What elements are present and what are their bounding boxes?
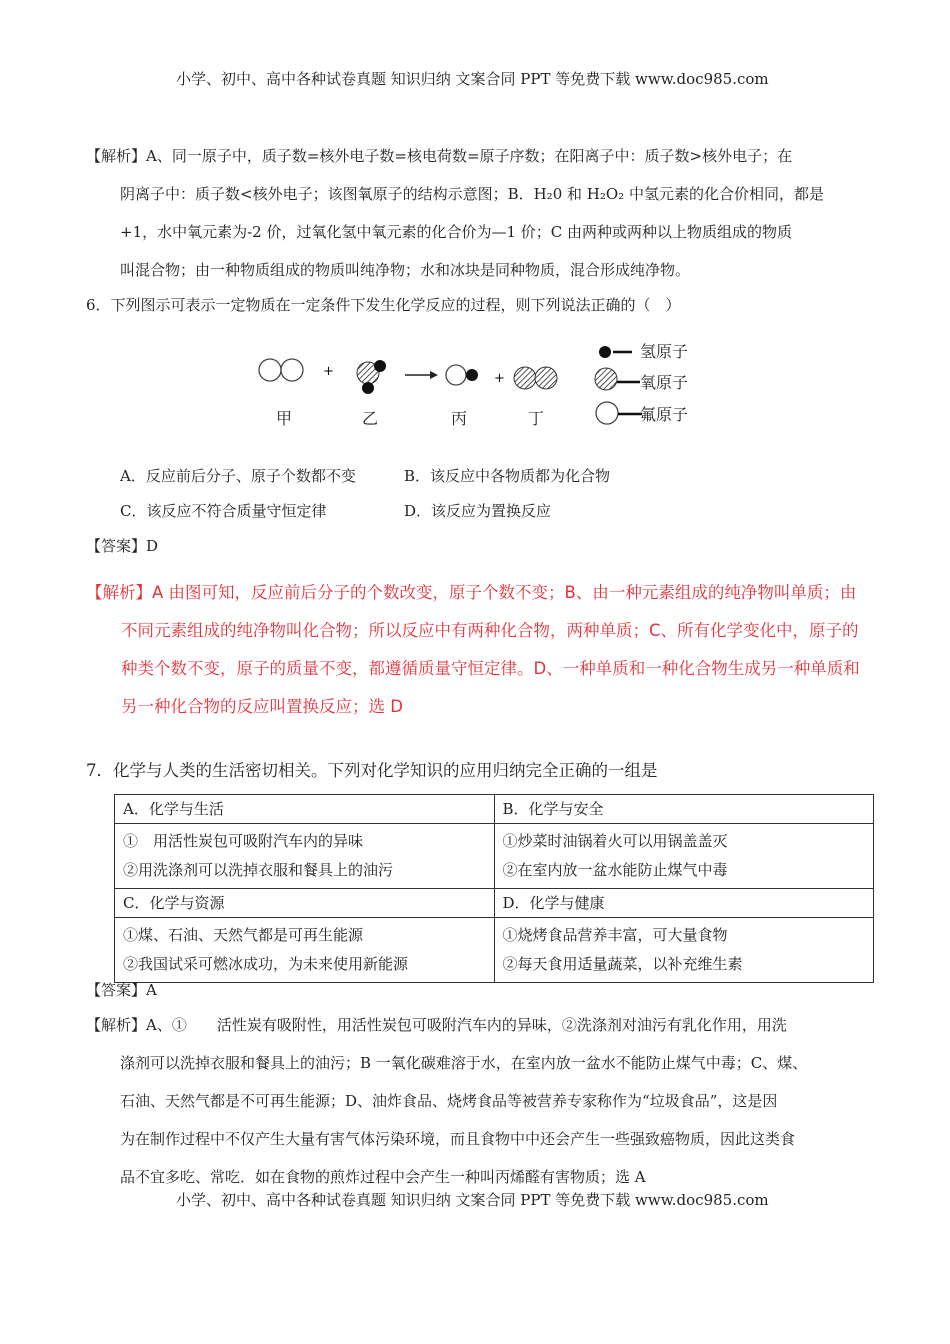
molecule-bing [446, 365, 478, 385]
plus-sign: + [494, 371, 505, 386]
q6-answer: 【答案】D [86, 537, 159, 555]
q7-analysis-line: 品不宜多吃、常吃．如在食物的煎炸过程中会产生一种叫丙烯醛有害物质；选 A [120, 1168, 646, 1186]
table-cell-title: A．化学与生活 [115, 795, 495, 824]
molecule-jia [259, 359, 303, 381]
table-cell-items [115, 918, 495, 983]
table-cell-items [494, 918, 874, 983]
q6-analysis-line: 另一种化合物的反应叫置换反应；选 D [121, 697, 403, 716]
page-header: 小学、初中、高中各种试卷真题 知识归纳 文案合同 PPT 等免费下载 www.doc985.com [176, 70, 769, 88]
table-item: ①烧烤食品营养丰富，可大量食物 [502, 926, 728, 944]
molecule-ding [514, 367, 557, 389]
legend-hydrogen: 氢原子 [640, 342, 689, 361]
table-cell-title: B．化学与安全 [494, 795, 874, 824]
label-ding: 丁 [528, 409, 545, 428]
q6-stem: 6．下列图示可表示一定物质在一定条件下发生化学反应的过程，则下列说法正确的（ ） [86, 296, 681, 314]
q7-answer: 【答案】A [86, 981, 157, 999]
q7-analysis-line: 石油、天然气都是不可再生能源；D、油炸食品、烧烤食品等被营养专家称作为“垃圾食品”，这是因 [120, 1092, 778, 1110]
q6-analysis-line: 种类个数不变，原子的质量不变，都遵循质量守恒定律。D、一种单质和一种化合物生成另一种单质和 [121, 659, 860, 678]
q6-option-a: A．反应前后分子、原子个数都不变 [120, 467, 356, 485]
q7-analysis-line: 涤剂可以洗掉衣服和餐具上的油污；B 一氧化碳难溶于水，在室内放一盆水不能防止煤气中毒；C、煤、 [120, 1054, 808, 1072]
q6-option-b: B．该反应中各物质都为化合物 [404, 467, 611, 485]
q5-analysis-line: 阴离子中：质子数<核外电子；该图氧原子的结构示意图；B．H₂0 和 H₂O₂ 中氢元素的化合价相同，都是 [120, 185, 824, 203]
legend-hydrogen-icon [599, 346, 632, 358]
legend-fluorine: 氟原子 [640, 405, 689, 424]
table-item: ① 用活性炭包可吸附汽车内的异味 [123, 832, 364, 850]
q6-option-c: C．该反应不符合质量守恒定律 [120, 502, 327, 520]
legend-oxygen: 氧原子 [640, 373, 689, 392]
legend-fluorine-icon [596, 402, 642, 424]
table-item: ②在室内放一盆水能防止煤气中毒 [502, 861, 728, 879]
arrow-icon [405, 371, 438, 379]
q7-analysis-line: 为在制作过程中不仅产生大量有害气体污染环境，而且食物中中还会产生一些强致癌物质，因此这类食 [120, 1130, 796, 1148]
table-cell-items [494, 824, 874, 889]
reaction-diagram [250, 335, 710, 439]
label-bing: 丙 [451, 409, 468, 428]
table-item: ①炒菜时油锅着火可以用锅盖盖灭 [502, 832, 728, 850]
table-cell-title: D．化学与健康 [494, 889, 874, 918]
label-yi: 乙 [362, 409, 379, 428]
q5-analysis-line: +1，水中氧元素为-2 价，过氧化氢中氧元素的化合价为—1 价；C 由两种或两种以上物质组成的物质 [120, 223, 793, 241]
q7-table [114, 794, 874, 983]
plus-sign: + [323, 364, 334, 379]
table-cell-title: C．化学与资源 [115, 889, 495, 918]
q5-analysis-line: 【解析】A、同一原子中，质子数=核外电子数=核电荷数=原子序数；在阳离子中：质子数>核外电子；在 [86, 147, 793, 165]
table-item: ②每天食用适量蔬菜，以补充维生素 [502, 955, 743, 973]
table-item: ①煤、石油、天然气都是可再生能源 [123, 926, 364, 944]
page-footer: 小学、初中、高中各种试卷真题 知识归纳 文案合同 PPT 等免费下载 www.doc985.com [176, 1191, 769, 1209]
molecule-yi [357, 360, 386, 394]
q5-analysis-line: 叫混合物；由一种物质组成的物质叫纯净物；水和冰块是同种物质，混合形成纯净物。 [120, 261, 691, 279]
q6-analysis-line: 【解析】A 由图可知，反应前后分子的个数改变，原子个数不变；B、由一种元素组成的纯净物叫单质；由 [86, 583, 857, 602]
table-cell-items [115, 824, 495, 889]
table-item: ②用洗涤剂可以洗掉衣服和餐具上的油污 [123, 861, 394, 879]
q6-analysis-line: 不同元素组成的纯净物叫化合物；所以反应中有两种化合物，两种单质；C、所有化学变化中，原子的 [121, 621, 859, 640]
table-item: ②我国试采可燃冰成功，为未来使用新能源 [123, 955, 409, 973]
legend-oxygen-icon [595, 368, 640, 390]
label-jia: 甲 [276, 409, 293, 428]
q7-analysis-line: 【解析】A、① 活性炭有吸附性，用活性炭包可吸附汽车内的异味，②洗涤剂对油污有乳化作用，用洗 [86, 1016, 787, 1034]
q7-stem: 7．化学与人类的生活密切相关。下列对化学知识的应用归纳完全正确的一组是 [86, 761, 658, 780]
q6-option-d: D．该反应为置换反应 [404, 502, 552, 520]
